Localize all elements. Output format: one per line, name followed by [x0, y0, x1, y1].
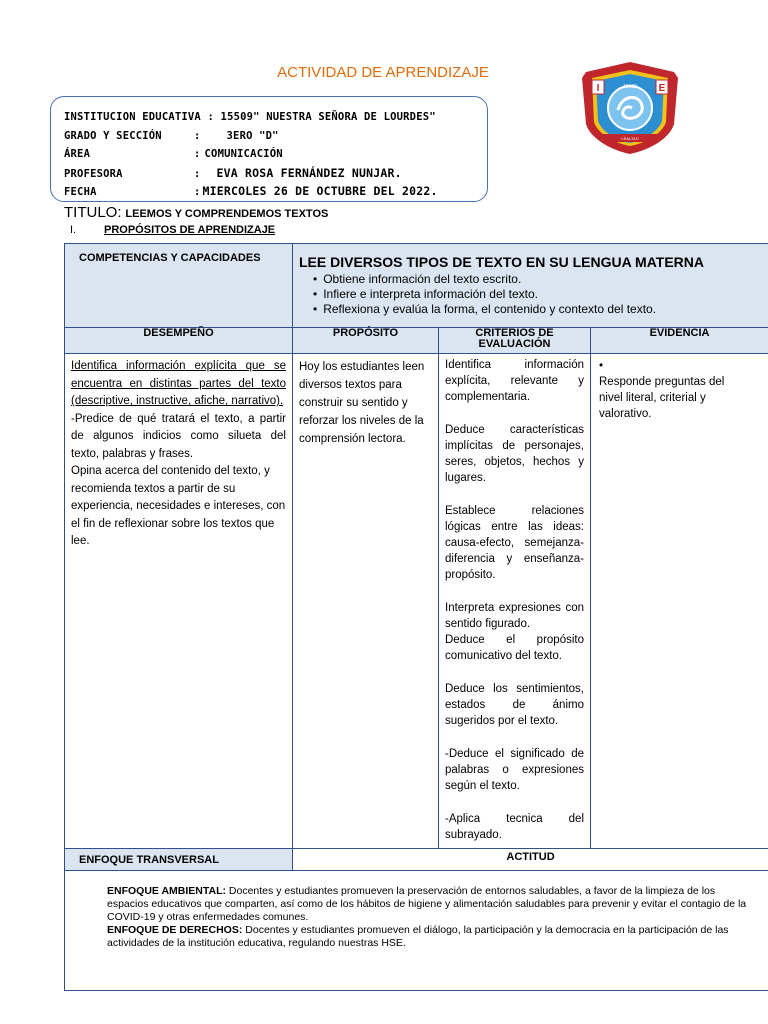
- desempeno-line: -Predice de qué tratará el texto, a partir de algunos indicios como silueta del texto, palabras y frases.: [71, 412, 286, 460]
- enfoque-derechos: ENFOQUE DE DERECHOS: Docentes y estudiantes promueven el diálogo, la participación y la democracia en la participación de las actividades de la institución educativa, regulando nuestras HSE.: [107, 924, 729, 949]
- header-criterios: CRITERIOS DE EVALUACIÓN: [439, 328, 591, 354]
- criterio-item: -Aplica tecnica del subrayado.: [445, 813, 584, 841]
- proposito-cell: Hoy los estudiantes leen diversos textos para construir su sentido y reforzar los niveles de la comprensión lectora.: [293, 354, 439, 849]
- enfoque-ambiental: ENFOQUE AMBIENTAL: Docentes y estudiantes promueven la preservación de entornos saludables, a favor de la limpieza de los espacios educativos que comparten, así como de los hábitos de higiene y alimentación saludables para prevenir y evitar el contagio de la COVID-19 y otras enfermedades comunes.: [107, 885, 747, 923]
- desempeno-cell: [65, 354, 293, 849]
- enfoque-label-cell: ENFOQUE TRANSVERSAL: [65, 849, 293, 871]
- capacidad-item: • Reflexiona y evalúa la forma, el contenido y contexto del texto.: [313, 302, 768, 317]
- header-desempeno: DESEMPEÑO: [65, 328, 293, 354]
- logo-letter-i: I: [596, 83, 600, 94]
- capacidad-item: • Obtiene información del texto escrito.: [313, 272, 768, 287]
- info-row-grado: GRADO Y SECCIÓN : 3ERO "D": [64, 130, 279, 142]
- section-heading: I. PROPÓSITOS DE APRENDIZAJE: [70, 224, 276, 236]
- criterio-item: Deduce los sentimientos, estados de ánimo sugeridos por el texto.: [445, 683, 584, 727]
- header-evidencia: EVIDENCIA: [591, 328, 768, 354]
- criterio-item: Establece relaciones lógicas entre las ideas: causa-efecto, semejanza-diferencia y enseñanza-propósito.: [445, 505, 584, 581]
- learning-table: [64, 243, 768, 991]
- logo-motto: LEALTAD: [621, 136, 639, 141]
- bullet-icon: •: [599, 360, 604, 372]
- logo-letter-e: E: [658, 83, 666, 94]
- actitud-label-cell: ACTITUD: [293, 849, 768, 871]
- enfoques-cell: [65, 871, 768, 991]
- info-row-area: ÁREA : COMUNICACIÓN: [64, 148, 283, 160]
- school-logo: [574, 58, 686, 158]
- competencias-label-cell: COMPETENCIAS Y CAPACIDADES: [65, 244, 293, 328]
- header-proposito: PROPÓSITO: [293, 328, 439, 354]
- evidencia-text: Responde preguntas del nivel literal, criterial y valorativo.: [599, 376, 725, 420]
- competencia-cell: [293, 244, 768, 328]
- competencia-title: LEE DIVERSOS TIPOS DE TEXTO EN SU LENGUA MATERNA: [299, 254, 705, 270]
- document-title: ACTIVIDAD DE APRENDIZAJE: [277, 64, 489, 81]
- capacidades-list: [299, 272, 768, 317]
- criterio-item: -Deduce el significado de palabras o expresiones según el texto.: [445, 748, 584, 792]
- criterio-item: Deduce el propósito comunicativo del texto.: [445, 634, 584, 662]
- info-row-profesora: PROFESORA : EVA ROSA FERNÁNDEZ NUNJAR.: [64, 166, 402, 180]
- criterio-item: Deduce características implícitas de personajes, seres, objetos, hechos y lugares.: [445, 424, 584, 484]
- capacidad-item: • Infiere e interpreta información del texto.: [313, 287, 768, 302]
- desempeno-underlined: Identifica información explícita que se encuentra en distintas partes del texto (descriptive, instructive, afiche, narrativo).: [71, 360, 286, 407]
- criterio-item: Interpreta expresiones con sentido figurado.: [445, 602, 584, 630]
- evidencia-cell: [591, 354, 768, 849]
- criterio-item: Identifica información explícita, relevante y complementaria.: [445, 359, 584, 403]
- logo-number: 15509: [623, 84, 637, 90]
- activity-title: TITULO: LEEMOS Y COMPRENDEMOS TEXTOS: [64, 204, 329, 221]
- criterios-cell: [439, 354, 591, 849]
- info-row-fecha: FECHA : MIERCOLES 26 DE OCTUBRE DEL 2022.: [64, 184, 438, 198]
- info-row-institucion: INSTITUCION EDUCATIVA : 15509" NUESTRA SEÑORA DE LOURDES": [64, 111, 436, 123]
- desempeno-line: Opina acerca del contenido del texto, y recomienda textos a partir de su experiencia, necesidades e intereses, con el fin de reflexionar sobre los textos que lee.: [71, 465, 286, 547]
